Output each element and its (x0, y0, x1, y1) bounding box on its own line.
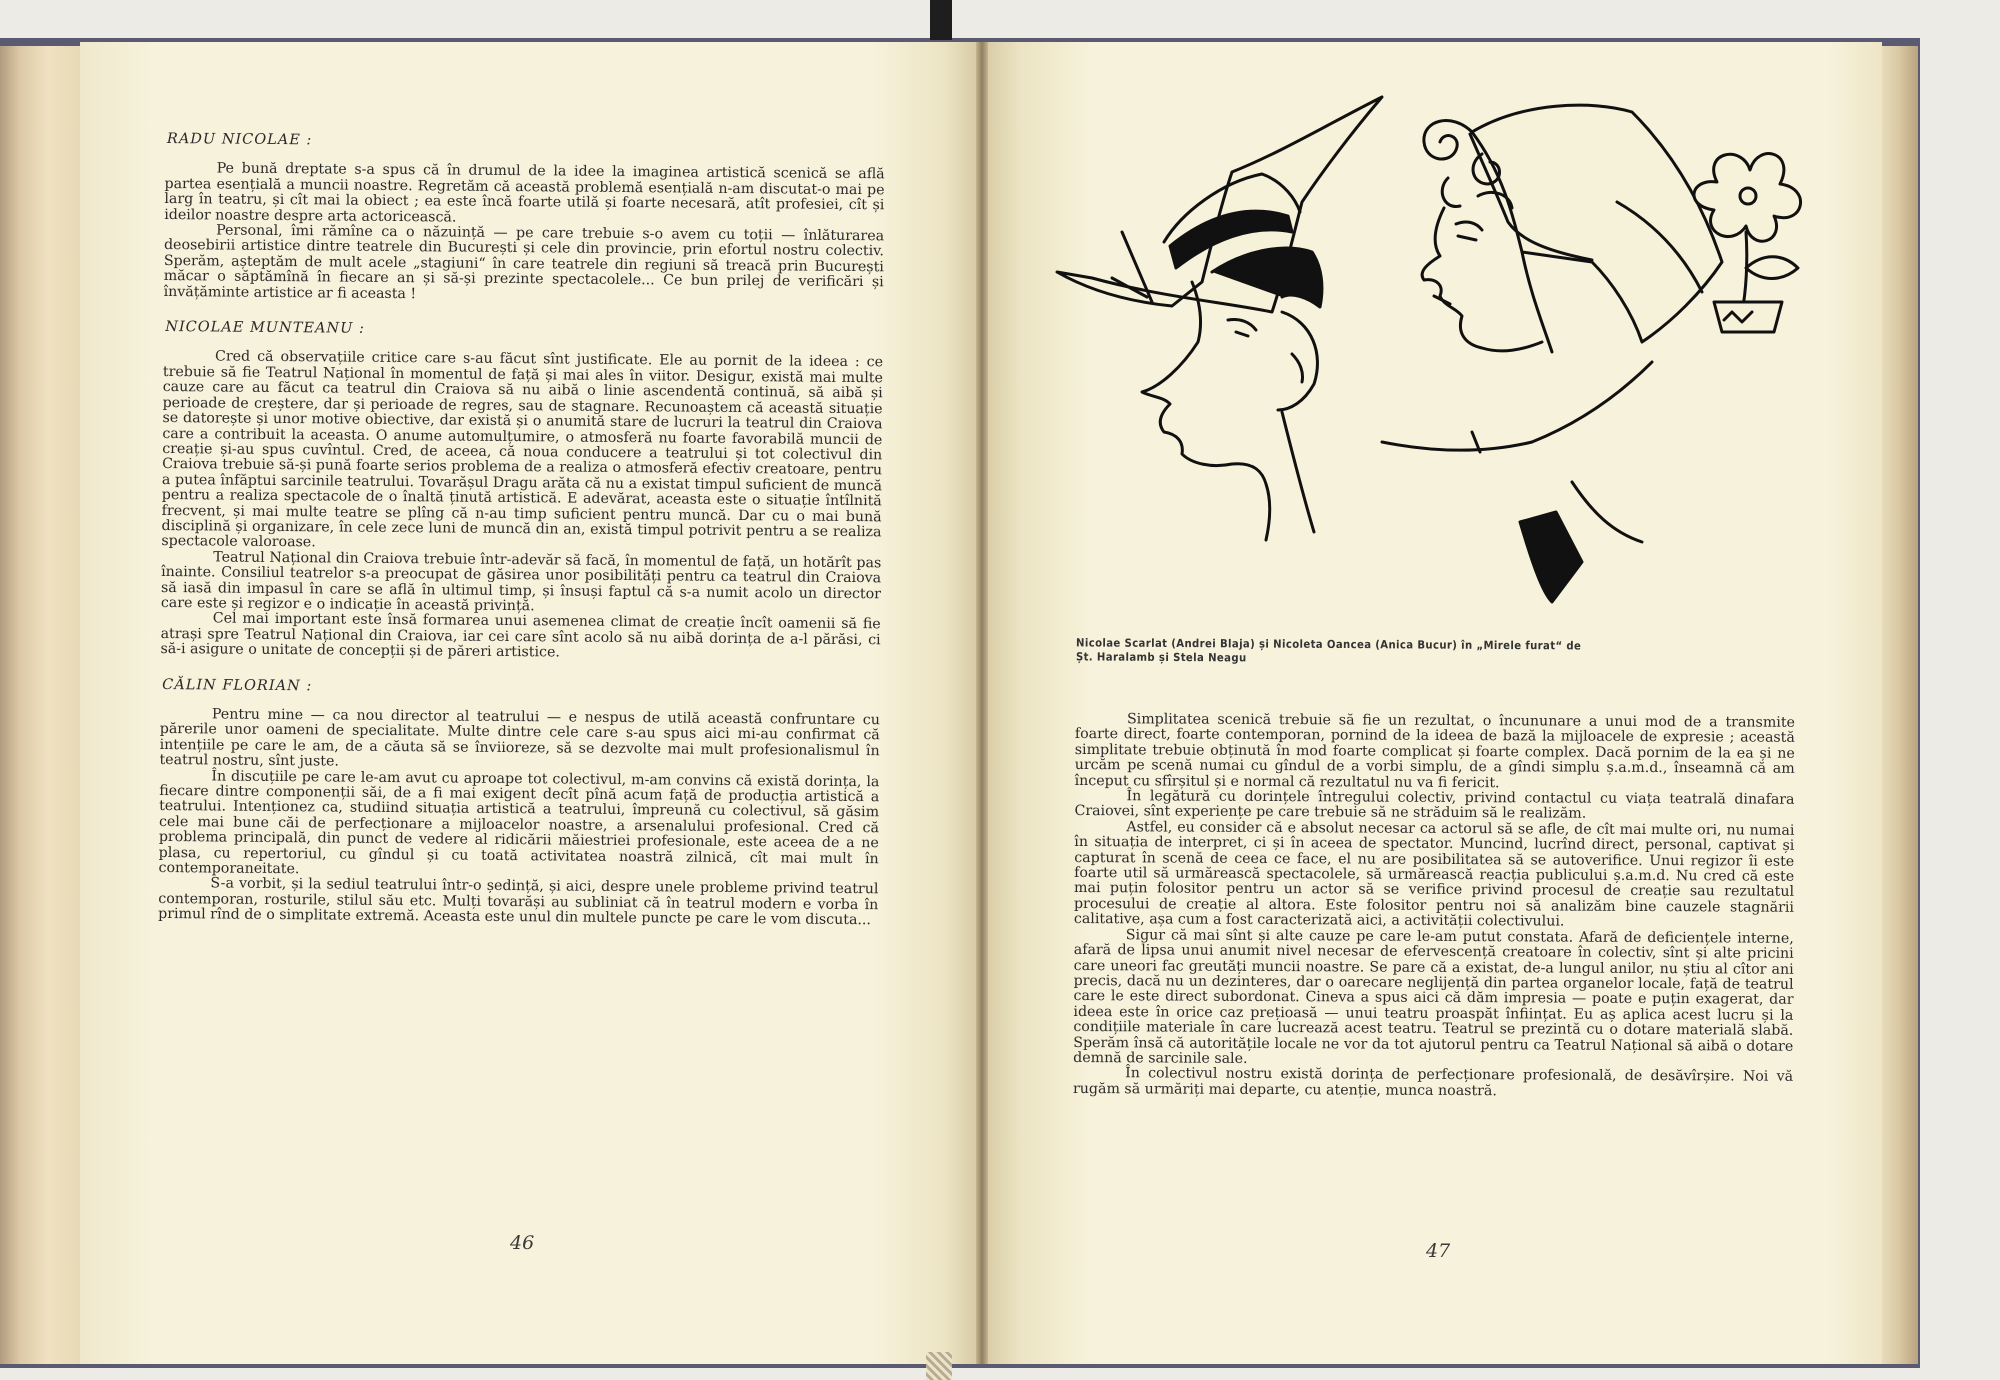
paragraph: Personal, îmi rămîne ca o năzuință — pe care trebuie s-o avem cu toții — înlăturarea deosebirii artistice dintre teatrele din București și cele din provincie, prin efortul nostru colectiv. Sperăm, așteptăm de mult acele „stagiuni“ în care teatrele din regiuni să treacă prin București măcar o săptămînă în fiecare an și să-și prezinte spectacolele... Ce bun prilej de verificări și învățăminte artistice ar fi aceasta ! (163, 222, 885, 302)
caricature-illustration (1052, 92, 1852, 620)
paragraph: Astfel, eu consider că e absolut necesar ca actorul să se afle, de cît mai multe ori, nu numai în situația de interpret, ci și în aceea de spectator. Muncind, lucrînd direct, personal, captivat și capturat în scenă de ceea ce face, el nu are posibilitatea să se autoverifice. Unui regizor îi este foarte util să urmărească spectacolele, să urmărească reacția publicului ș.a.m.d. Nu cred că este mai puțin folositor pentru un actor să se verifice privind procesul de creație sau rezultatul procesului de creație al altora. Este folositor pentru noi să analizăm bine cauzele stagnării calitative, așa cum a fost caracterizată aici, a activității colectivului. (1073, 819, 1795, 930)
paragraph: Cred că observațiile critice care s-au făcut sînt justificate. Ele au pornit de la ideea : ce trebuie să fie Teatrul Național în momentul de față și mai ales în viitor. Desigur, există mai multe cauze care au făcut ca teatrul din Craiova să nu aibă o linie ascendentă continuă, să aibă și perioade de creștere, dar și perioade de regres, sau de stagnare. Recunoaștem că această situație se datorește și unor motive obiective, dar există și o anumită stare de lucruri la teatrul din Craiova care a contribuit la aceasta. O anume automulțumire, o atmosferă nu foarte favorabilă muncii de creație și-au spus cuvîntul. Cred, de aceea, că noua conducere a teatrului și tot colectivul din Craiova trebuie să-și pună foarte serios problema de a realiza o atmosferă efectiv creatoare, pentru a putea înfăptui sarcinile teatrului. Tovarășul Dragu arăta că nu a existat timpul suficient de muncă pentru a realiza spectacole de o înaltă ținută artistică. E adevărat, aceasta este o situație întîlnită frecvent, și mai multe teatre se plîng că n-au timp suficient pentru muncă. Dar cu o mai bună disciplină și organizare, în cele zece luni de muncă din an, există timpul potrivit pentru a se realiza spectacole valoroase. (161, 348, 884, 551)
page-edges-right (1880, 46, 1918, 1364)
page-number: 47 (1426, 1240, 1451, 1262)
paragraph: Pentru mine — ca nou director al teatrului — e nespus de utilă această confruntare cu părerile unor oameni de specialitate. Multe dintre cele care s-au spus aici mi-au confirmat că intențiile pe care le am, de a căuta să se înviioreze, să se dezvolte mai mult profesionalismul în teatrul nostru, sînt juste. (159, 706, 880, 770)
speaker-name: CĂLIN FLORIAN : (162, 676, 313, 694)
paragraph: Teatrul Național din Craiova trebuie într-adevăr să facă, în momentul de față, un hotărît pas înainte. Consiliul teatrelor s-a preocupat de găsirea unor posibilități pentru ca teatrul din Craiova să iasă din impasul în care se află în ultimul timp, și însuși faptul că s-a numit acolo un director care este și regizor e o indicație în această privință. (160, 549, 882, 615)
right-page-text (1073, 712, 1795, 1101)
paragraph: În discuțiile pe care le-am avut cu aproape tot colectivul, m-am convins că există dorința, la fiecare dintre componenții săi, de a fi mai exigent decît pînă acum față de producția artistică a teatrului. Intenționez ca, studiind situația artistică a teatrului, împreună cu colectivul, să găsim cele mai bune căi de perfecționare a mijloacelor noastre, a arsenalului profesional. Cred că problema principală, din punct de vedere al ridicării măiestriei profesionale, este aceea de a ne plasa, cu repertoriul, cu gîndul și cu toată activitatea noastră zilnică, cît mai mult în contemporaneitate. (158, 768, 880, 878)
paragraph: Cel mai important este însă formarea unui asemenea climat de creație încît oamenii să fie atrași spre Teatrul Național din Craiova, iar cei care sînt acolo să nu aibă dorința de a-l părăsi, ci să-i asigure o unitate de concepții și de păreri artistice. (160, 610, 881, 661)
bookmark-ribbon (930, 0, 952, 40)
paragraph: S-a vorbit, și la sediul teatrului într-o ședință, și aici, despre unele probleme privind teatrul contemporan, rosturile, stilul său etc. Mulți tovarăși au subliniat că în teatrul modern e vorba în primul rînd de o simplitate extremă. Aceasta este unul din multele puncte pe care le vom discuta... (158, 875, 879, 929)
speaker-name: NICOLAE MUNTEANU : (165, 319, 365, 337)
paragraph: În legătură cu dorințele întregului colectiv, privind contactul cu viața teatrală dinafara Craiovei, sînt experiențe pe care trebuie să ne străduim să le realizăm. (1074, 788, 1795, 823)
paragraph: Simplitatea scenică trebuie să fie un rezultat, o încununare a unui mod de a transmite foarte direct, foarte contemporan, pornind de la ideea de bază la mijloacele de expresie ; această simplitate trebuie obținută în mod foarte complicat și foarte complex. Dacă pornim de la ea și ne urcăm pe scenă numai cu gîndul de a vorbi simplu, de a gîndi simplu ș.a.m.d., înseamnă că am început cu sfîrșitul și e normal că rezultatul nu va fi fericit. (1074, 711, 1795, 791)
speaker-name: RADU NICOLAE : (166, 131, 313, 149)
page-number: 46 (510, 1232, 535, 1254)
page-edges-left (0, 46, 80, 1364)
paragraph: În colectivul nostru există dorința de perfecționare profesională, de desăvîrșire. Noi vă rugăm să urmăriți mai departe, cu atenție, munca noastră. (1072, 1065, 1794, 1099)
paragraph: Pe bună dreptate s-a spus că în drumul de la idee la imaginea artistică scenică se află partea esențială a muncii noastre. Regretăm că această problemă esențială n-am discutat-o mai pe larg în teatru, și cît mai la obiect ; ea este încă foarte utilă și foarte necesară, atît profesiei, cît și ideilor noastre despre arta actoricească. (164, 160, 885, 226)
left-page-text (158, 132, 885, 929)
illustration-caption: Nicolae Scarlat (Andrei Blaja) și Nicoleta Oancea (Anica Bucur) în „Mirele furat“ de Șt. Haralamb și Stela Neagu (1075, 636, 1582, 665)
paragraph: Sigur că mai sînt și alte cauze pe care le-am putut constata. Afară de deficiențele interne, afară de lipsa unui anumit nivel necesar de efervescență creatoare în colectiv, sînt și alte pricini care uneori fac greutăți muncii noastre. Se pare că a existat, de-a lungul anilor, nu știu al cîtor ani precis, dacă nu un dezinteres, dar o oarecare neglijență din partea organelor locale, față de teatrul care le este direct subordonat. Cineva a spus aici că dăm impresia — poate e puțin exagerat, dar ideea este în orice caz prețioasă — unui teatru proaspăt înființat. Eu aș aplica acest lucru și la condițiile materiale în care lucrează acest teatru. Teatrul se prezintă cu o dotare materială slabă. Sperăm însă că autoritățile locale ne vor da tot ajutorul pentru ca Teatrul Național să aibă o dotare demnă de sarcinile sale. (1073, 926, 1794, 1067)
book-gutter (976, 42, 988, 1364)
bookmark-ribbon-end (926, 1352, 952, 1380)
